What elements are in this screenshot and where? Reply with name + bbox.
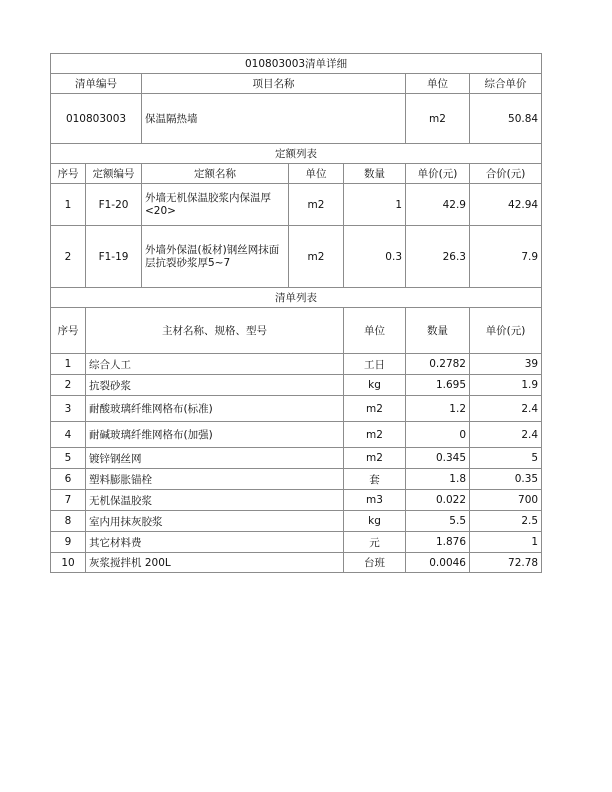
quota-code: F1-20 [86,184,142,226]
material-no: 9 [51,532,86,553]
material-price: 0.35 [470,469,542,490]
materials-header-row [51,308,542,354]
material-price: 1 [470,532,542,553]
title-row [51,54,542,74]
material-no: 10 [51,553,86,573]
quota-unit: m2 [289,226,344,288]
table-row [51,469,542,490]
quota-total: 7.9 [470,226,542,288]
material-unit: kg [344,511,406,532]
col-label-name: 项目名称 [142,74,406,94]
table-row [51,511,542,532]
table-row [51,396,542,422]
bill-price: 50.84 [470,94,542,144]
materials-col-name: 主材名称、规格、型号 [86,308,344,354]
quota-code: F1-19 [86,226,142,288]
material-price: 1.9 [470,375,542,396]
table-row [51,448,542,469]
material-name: 塑料膨胀锚栓 [86,469,344,490]
quota-no: 2 [51,226,86,288]
header-value-row [51,94,542,144]
material-name: 其它材料费 [86,532,344,553]
materials-section-row [51,288,542,308]
quota-col-code: 定额编号 [86,164,142,184]
material-unit: kg [344,375,406,396]
material-unit: 工日 [344,354,406,375]
material-no: 1 [51,354,86,375]
material-qty: 1.2 [406,396,470,422]
table-row [51,553,542,573]
material-price: 2.5 [470,511,542,532]
quota-section-title: 定额列表 [51,144,542,164]
material-name: 耐碱玻璃纤维网格布(加强) [86,422,344,448]
quota-col-unit: 单位 [289,164,344,184]
material-no: 4 [51,422,86,448]
materials-col-qty: 数量 [406,308,470,354]
col-label-code: 清单编号 [51,74,142,94]
material-qty: 1.876 [406,532,470,553]
quota-col-name: 定额名称 [142,164,289,184]
quota-qty: 1 [344,184,406,226]
material-price: 2.4 [470,396,542,422]
material-qty: 1.695 [406,375,470,396]
materials-section-title: 清单列表 [51,288,542,308]
quota-unit: m2 [289,184,344,226]
material-qty: 0.2782 [406,354,470,375]
material-unit: 套 [344,469,406,490]
quota-total: 42.94 [470,184,542,226]
table-row [51,422,542,448]
material-name: 无机保温胶浆 [86,490,344,511]
quota-col-total: 合价(元) [470,164,542,184]
material-name: 室内用抹灰胶浆 [86,511,344,532]
material-price: 700 [470,490,542,511]
quota-name: 外墙外保温(板材)钢丝网抹面层抗裂砂浆厚5~7 [142,226,289,288]
material-no: 6 [51,469,86,490]
material-qty: 0.022 [406,490,470,511]
material-qty: 0.0046 [406,553,470,573]
quota-no: 1 [51,184,86,226]
quota-header-row [51,164,542,184]
material-no: 8 [51,511,86,532]
material-price: 5 [470,448,542,469]
materials-col-unit: 单位 [344,308,406,354]
material-price: 39 [470,354,542,375]
table-row [51,184,542,226]
bill-name: 保温隔热墙 [142,94,406,144]
quota-col-qty: 数量 [344,164,406,184]
material-name: 耐酸玻璃纤维网格布(标准) [86,396,344,422]
material-unit: m2 [344,448,406,469]
material-price: 72.78 [470,553,542,573]
material-no: 2 [51,375,86,396]
col-label-unit: 单位 [406,74,470,94]
quota-col-no: 序号 [51,164,86,184]
material-unit: m2 [344,396,406,422]
table-row [51,532,542,553]
material-no: 7 [51,490,86,511]
col-label-price: 综合单价 [470,74,542,94]
material-name: 灰浆搅拌机 200L [86,553,344,573]
quota-name: 外墙无机保温胶浆内保温厚<20> [142,184,289,226]
material-name: 综合人工 [86,354,344,375]
material-qty: 5.5 [406,511,470,532]
materials-col-price: 单价(元) [470,308,542,354]
quota-price: 42.9 [406,184,470,226]
table-row [51,375,542,396]
bill-detail-table [50,53,542,573]
material-qty: 0.345 [406,448,470,469]
table-title: 010803003清单详细 [51,54,542,74]
quota-section-row [51,144,542,164]
material-unit: 元 [344,532,406,553]
header-label-row [51,74,542,94]
quota-price: 26.3 [406,226,470,288]
bill-unit: m2 [406,94,470,144]
table-row [51,490,542,511]
material-name: 镀锌钢丝网 [86,448,344,469]
material-unit: m2 [344,422,406,448]
material-unit: m3 [344,490,406,511]
table-row [51,226,542,288]
material-qty: 0 [406,422,470,448]
material-qty: 1.8 [406,469,470,490]
material-name: 抗裂砂浆 [86,375,344,396]
material-no: 5 [51,448,86,469]
material-price: 2.4 [470,422,542,448]
table-row [51,354,542,375]
material-no: 3 [51,396,86,422]
quota-col-price: 单价(元) [406,164,470,184]
quota-qty: 0.3 [344,226,406,288]
material-unit: 台班 [344,553,406,573]
materials-col-no: 序号 [51,308,86,354]
bill-code: 010803003 [51,94,142,144]
